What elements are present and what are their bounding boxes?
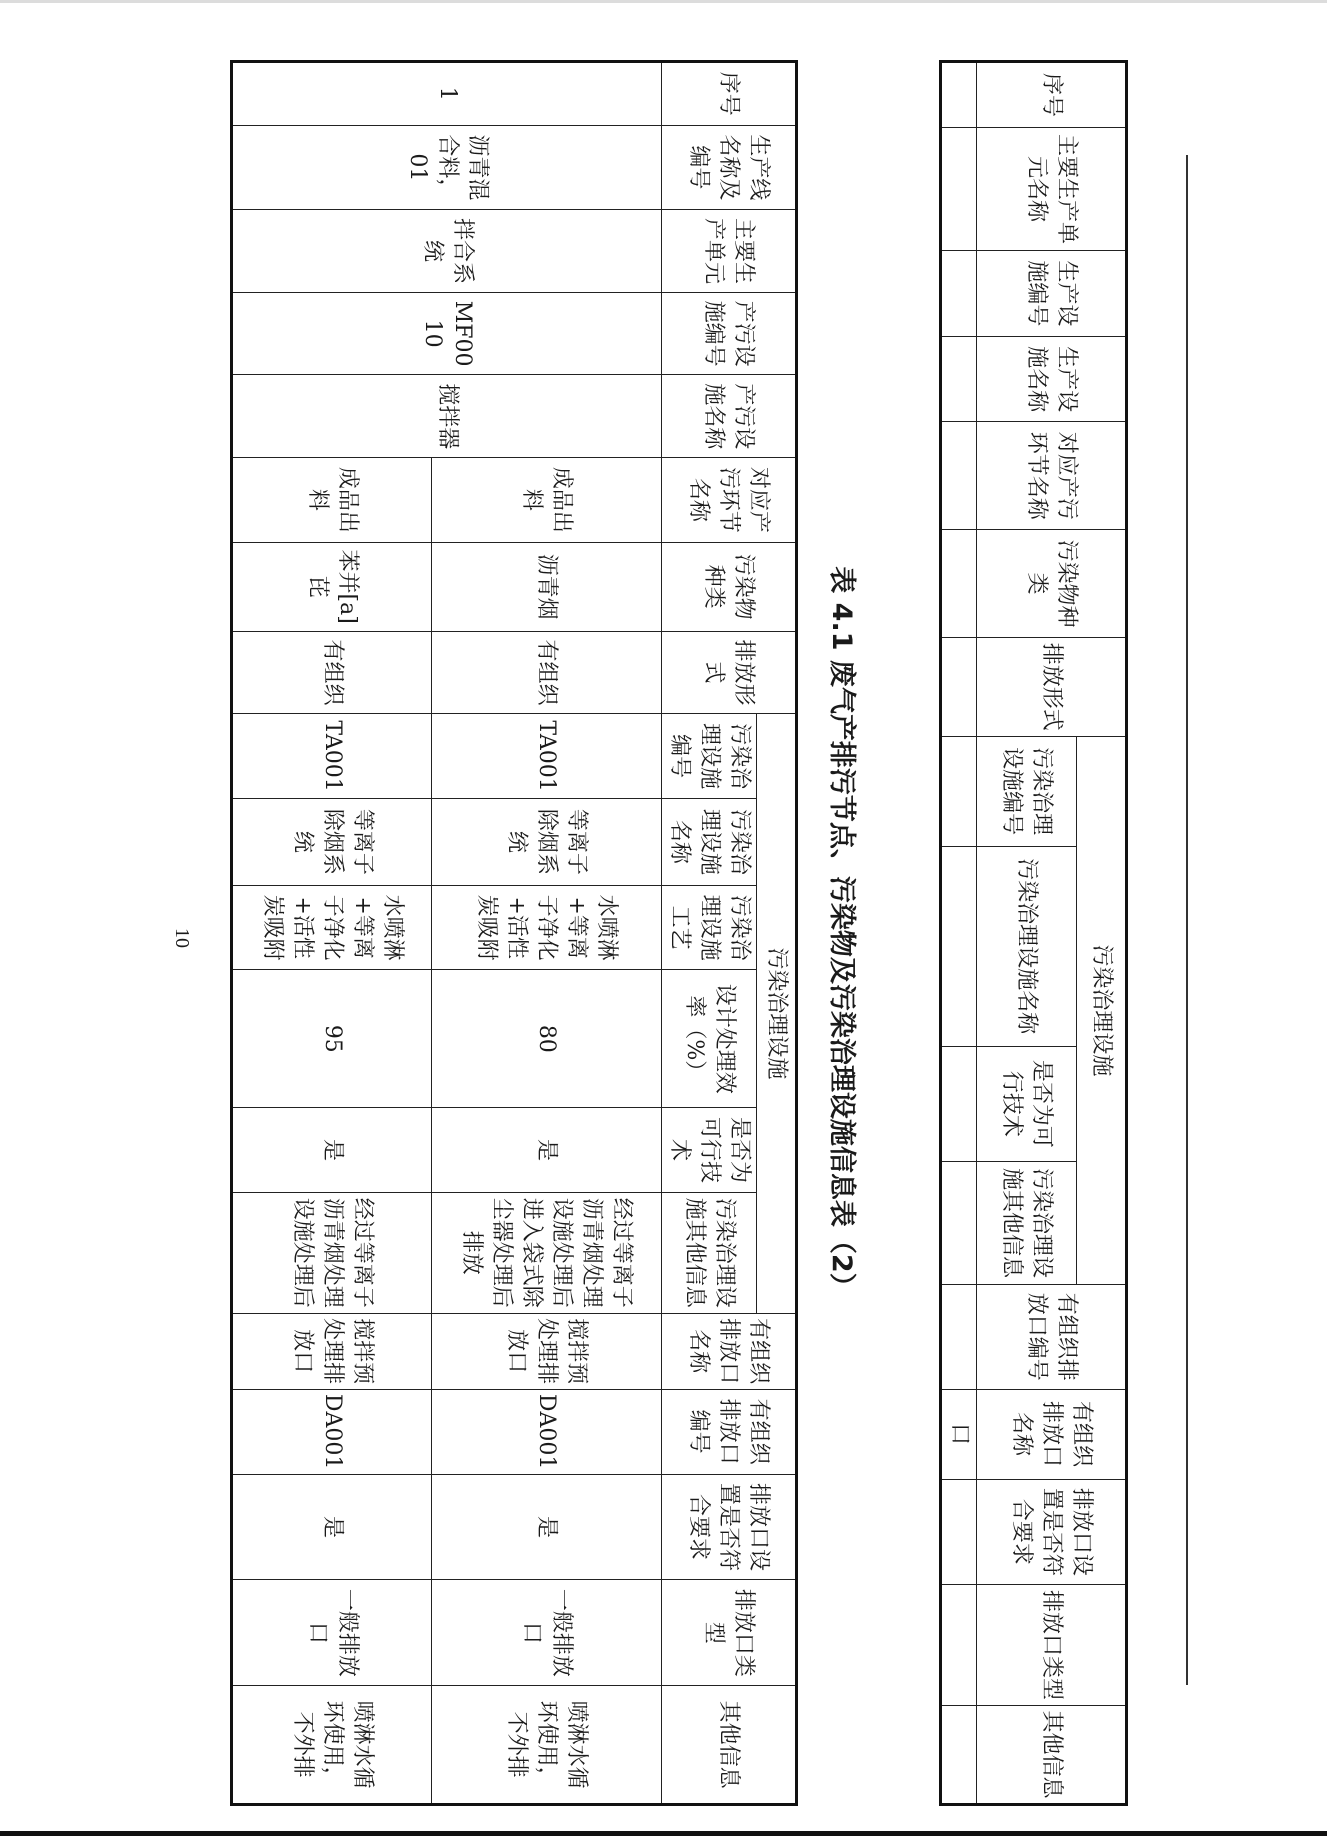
- header-cell: 生产设施名称: [977, 336, 1127, 422]
- table-cell: 80: [432, 970, 662, 1108]
- table-row: [432, 62, 662, 1805]
- table-cell: 搅拌预处理排放口: [432, 1313, 662, 1389]
- page-number: 10: [171, 928, 193, 948]
- facility-name-cell: 搅拌器: [232, 375, 662, 458]
- table-cell: [941, 1162, 977, 1285]
- header-cell: 排放口设置是否符合要求: [977, 1479, 1127, 1585]
- table-cell: 喷淋水循环使用，不外排: [232, 1686, 432, 1805]
- table-cell: 经过等离子沥青烟处理设施处理后: [232, 1192, 432, 1313]
- margin-rule: [1186, 155, 1188, 1685]
- header-cell: 排放口类型: [662, 1580, 797, 1686]
- table-cell: DA001: [232, 1389, 432, 1474]
- table-cell: 有组织: [432, 631, 662, 714]
- table-cell: 口: [941, 1389, 977, 1479]
- header-cell: 排放口设置是否符合要求: [662, 1474, 797, 1580]
- table-continued: [939, 60, 1128, 1806]
- header-cell: 是否为可行技术: [662, 1108, 757, 1193]
- bottom-edge: [0, 1831, 1327, 1836]
- table-cell: [941, 1285, 977, 1389]
- table-cell: 水喷淋+等离子净化+活性炭吸附: [432, 885, 662, 970]
- table-cell: [941, 1705, 977, 1804]
- table-cell: [941, 846, 977, 1046]
- table-cell: 有组织: [232, 631, 432, 714]
- table-cell: 是: [432, 1108, 662, 1193]
- table-cell: 经过等离子沥青烟处理设施处理后进入袋式除尘器处理后排放: [432, 1192, 662, 1313]
- table-cell: TA001: [432, 714, 662, 799]
- table-cell: 成品出料: [432, 458, 662, 543]
- header-cell: 对应产污环节名称: [662, 458, 797, 543]
- table-cell: TA001: [232, 714, 432, 799]
- header-cell: 其他信息: [662, 1686, 797, 1805]
- table-cell: 苯并[a]芘: [232, 542, 432, 631]
- header-cell: 生产设施编号: [977, 251, 1127, 337]
- table-cell: [941, 62, 977, 128]
- table-cell: [941, 637, 977, 736]
- header-cell: 排放口类型: [977, 1585, 1127, 1706]
- table-cell: 等离子除烟系统: [432, 798, 662, 885]
- table-cell: 等离子除烟系统: [232, 798, 432, 885]
- table-cell: [941, 251, 977, 337]
- seq-cell: 1: [232, 62, 662, 126]
- header-cell: 污染物种类: [977, 530, 1127, 638]
- unit-cell: 拌合系统: [232, 210, 662, 293]
- header-cell: 对应产污环节名称: [977, 422, 1127, 530]
- top-edge: [0, 0, 1327, 3]
- table-cell: [941, 422, 977, 530]
- table-cell: [941, 530, 977, 638]
- table-cell: [941, 336, 977, 422]
- header-cell: 排放形式: [977, 637, 1127, 736]
- header-cell: 设计处理效率（%）: [662, 970, 757, 1108]
- table-cell: 成品出料: [232, 458, 432, 543]
- table-cell: [941, 1046, 977, 1161]
- emission-table: [230, 60, 798, 1806]
- header-cell: 其他信息: [977, 1705, 1127, 1804]
- header-cell: 产污设施名称: [662, 375, 797, 458]
- table-cell: DA001: [432, 1389, 662, 1474]
- table-cell: [941, 1479, 977, 1585]
- header-cell: 主要生产单元: [662, 210, 797, 293]
- table-cell: 搅拌预处理排放口: [232, 1313, 432, 1389]
- header-cell: 有组织排放口编号: [662, 1389, 797, 1474]
- header-cell: 产污设施编号: [662, 292, 797, 375]
- line-cell: 沥青混合料，01: [232, 125, 662, 210]
- header-cell: 污染治理设施其他信息: [662, 1192, 757, 1313]
- table-cell: [941, 127, 977, 250]
- header-cell: 主要生产单元名称: [977, 127, 1127, 250]
- header-cell: 生产线名称及编号: [662, 125, 797, 210]
- header-cell: 序号: [662, 62, 797, 126]
- rotated-page: [203, 60, 1128, 1806]
- table-cell: 水喷淋+等离子净化+活性炭吸附: [232, 885, 432, 970]
- header-cell: 污染物种类: [662, 542, 797, 631]
- table-cell: 一般排放口: [432, 1580, 662, 1686]
- table-cell: 95: [232, 970, 432, 1108]
- header-cell: 有组织排放口名称: [662, 1313, 797, 1389]
- table-cell: 是: [232, 1108, 432, 1193]
- header-cell: 排放形式: [662, 631, 797, 714]
- header-cell: 有组织排放口名称: [977, 1389, 1127, 1479]
- header-cell: 污染治理设施编号: [977, 736, 1077, 846]
- table-cell: 是: [232, 1474, 432, 1580]
- header-cell: 污染治理设施名称: [662, 798, 757, 885]
- table-cell: 沥青烟: [432, 542, 662, 631]
- facility-no-cell: MF0010: [232, 292, 662, 375]
- table-caption: 表 4.1 废气产排污节点、污染物及污染治理设施信息表（2）: [826, 566, 857, 1300]
- table-cell: 一般排放口: [232, 1580, 432, 1686]
- header-cell: 污染治理设施工艺: [662, 885, 757, 970]
- header-cell: 污染治理设施其他信息: [977, 1162, 1077, 1285]
- table-cell: 是: [432, 1474, 662, 1580]
- header-cell: 污染治理设施编号: [662, 714, 757, 799]
- table-cell: [941, 736, 977, 846]
- header-cell: 序号: [977, 62, 1127, 128]
- header-cell: 是否为可行技术: [977, 1046, 1077, 1161]
- header-cell: 污染治理设施名称: [977, 846, 1077, 1046]
- header-cell: 有组织排放口编号: [977, 1285, 1127, 1389]
- group-header: 污染治理设施: [1077, 736, 1127, 1284]
- table-cell: 喷淋水循环使用，不外排: [432, 1686, 662, 1805]
- table-cell: [941, 1585, 977, 1706]
- group-header: 污染治理设施: [757, 714, 797, 1313]
